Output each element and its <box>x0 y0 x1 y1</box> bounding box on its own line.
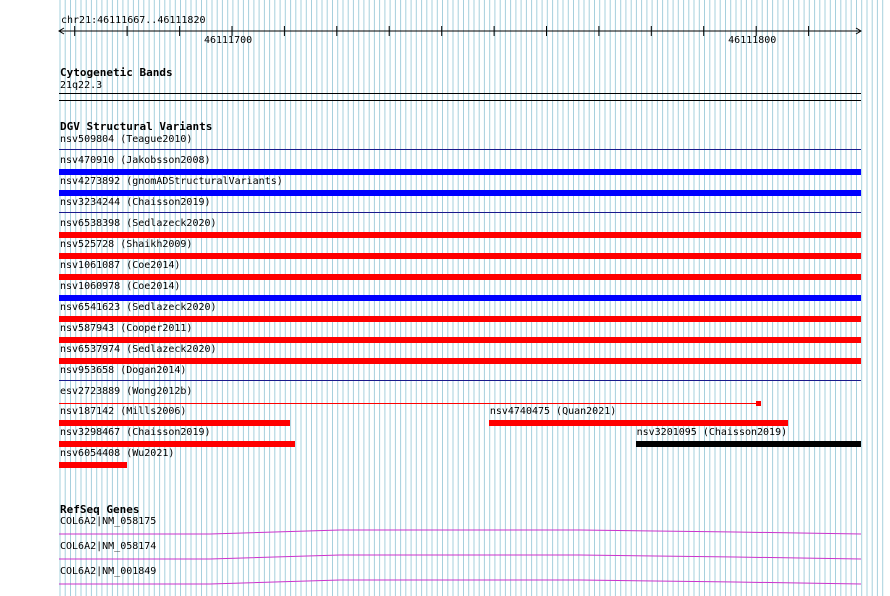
variant-label[interactable]: esv2723889 (Wong2012b) <box>60 386 193 397</box>
variant-other-bar[interactable] <box>636 441 861 447</box>
variant-label[interactable]: nsv6054408 (Wu2021) <box>60 448 175 459</box>
variant-label[interactable]: nsv1060978 (Coe2014) <box>60 281 181 292</box>
variant-gain-bar[interactable] <box>59 295 861 301</box>
variant-loss-bar[interactable] <box>59 420 290 426</box>
variant-loss-bar[interactable] <box>489 420 788 426</box>
refseq-track-title[interactable]: RefSeq Genes <box>60 503 140 516</box>
variant-label[interactable]: nsv6537974 (Sedlazeck2020) <box>60 344 217 355</box>
gene-label[interactable]: COL6A2|NM_058175 <box>60 516 157 527</box>
variant-label[interactable]: nsv509804 (Teague2010) <box>60 134 193 145</box>
variant-label[interactable]: nsv953658 (Dogan2014) <box>60 365 187 376</box>
variant-label[interactable]: nsv525728 (Shaikh2009) <box>60 239 193 250</box>
region-coordinates-label: chr21:46111667..46111820 <box>61 15 206 26</box>
variant-label[interactable]: nsv1061087 (Coe2014) <box>60 260 181 271</box>
dgv-track-title[interactable]: DGV Structural Variants <box>60 120 213 133</box>
variant-gain-bar[interactable] <box>59 190 861 196</box>
variant-label[interactable]: nsv470910 (Jakobsson2008) <box>60 155 211 166</box>
variant-loss-bar[interactable] <box>59 441 295 447</box>
cytoband-label[interactable]: 21q22.3 <box>60 80 103 91</box>
variant-loss-bar[interactable] <box>59 358 861 364</box>
variant-label[interactable]: nsv3298467 (Chaisson2019) <box>60 427 211 438</box>
variant-label[interactable]: nsv3201095 (Chaisson2019) <box>636 427 788 438</box>
variant-row-line <box>59 149 861 150</box>
variant-label[interactable]: nsv4740475 (Quan2021) <box>489 406 617 417</box>
variant-label[interactable]: nsv4273892 (gnomADStructuralVariants) <box>60 176 283 187</box>
variant-loss-bar[interactable] <box>59 232 861 238</box>
variant-row-line <box>59 380 861 381</box>
variant-loss-bar[interactable] <box>59 462 127 468</box>
cytoband-track-title[interactable]: Cytogenetic Bands <box>60 66 173 79</box>
variant-row-line <box>59 212 861 213</box>
variant-label[interactable]: nsv3234244 (Chaisson2019) <box>60 197 211 208</box>
variant-label[interactable]: nsv6541623 (Sedlazeck2020) <box>60 302 217 313</box>
variant-loss-bar[interactable] <box>59 253 861 259</box>
ruler-tick-label: 46111800 <box>728 35 777 46</box>
variant-label[interactable]: nsv587943 (Cooper2011) <box>60 323 193 334</box>
gene-label[interactable]: COL6A2|NM_001849 <box>60 566 157 577</box>
variant-gain-bar[interactable] <box>59 169 861 175</box>
ruler-tick-label: 46111700 <box>203 35 253 46</box>
variant-connector-line <box>59 403 756 404</box>
gene-label[interactable]: COL6A2|NM_058174 <box>60 541 157 552</box>
variant-label[interactable]: nsv6538398 (Sedlazeck2020) <box>60 218 217 229</box>
variant-loss-bar[interactable] <box>59 337 861 343</box>
variant-label[interactable]: nsv187142 (Mills2006) <box>60 406 187 417</box>
variant-loss-bar[interactable] <box>59 316 861 322</box>
variant-loss-bar[interactable] <box>59 274 861 280</box>
track-divider <box>59 100 861 101</box>
cytoband-line <box>59 93 861 94</box>
variant-point-mark[interactable] <box>756 401 761 406</box>
